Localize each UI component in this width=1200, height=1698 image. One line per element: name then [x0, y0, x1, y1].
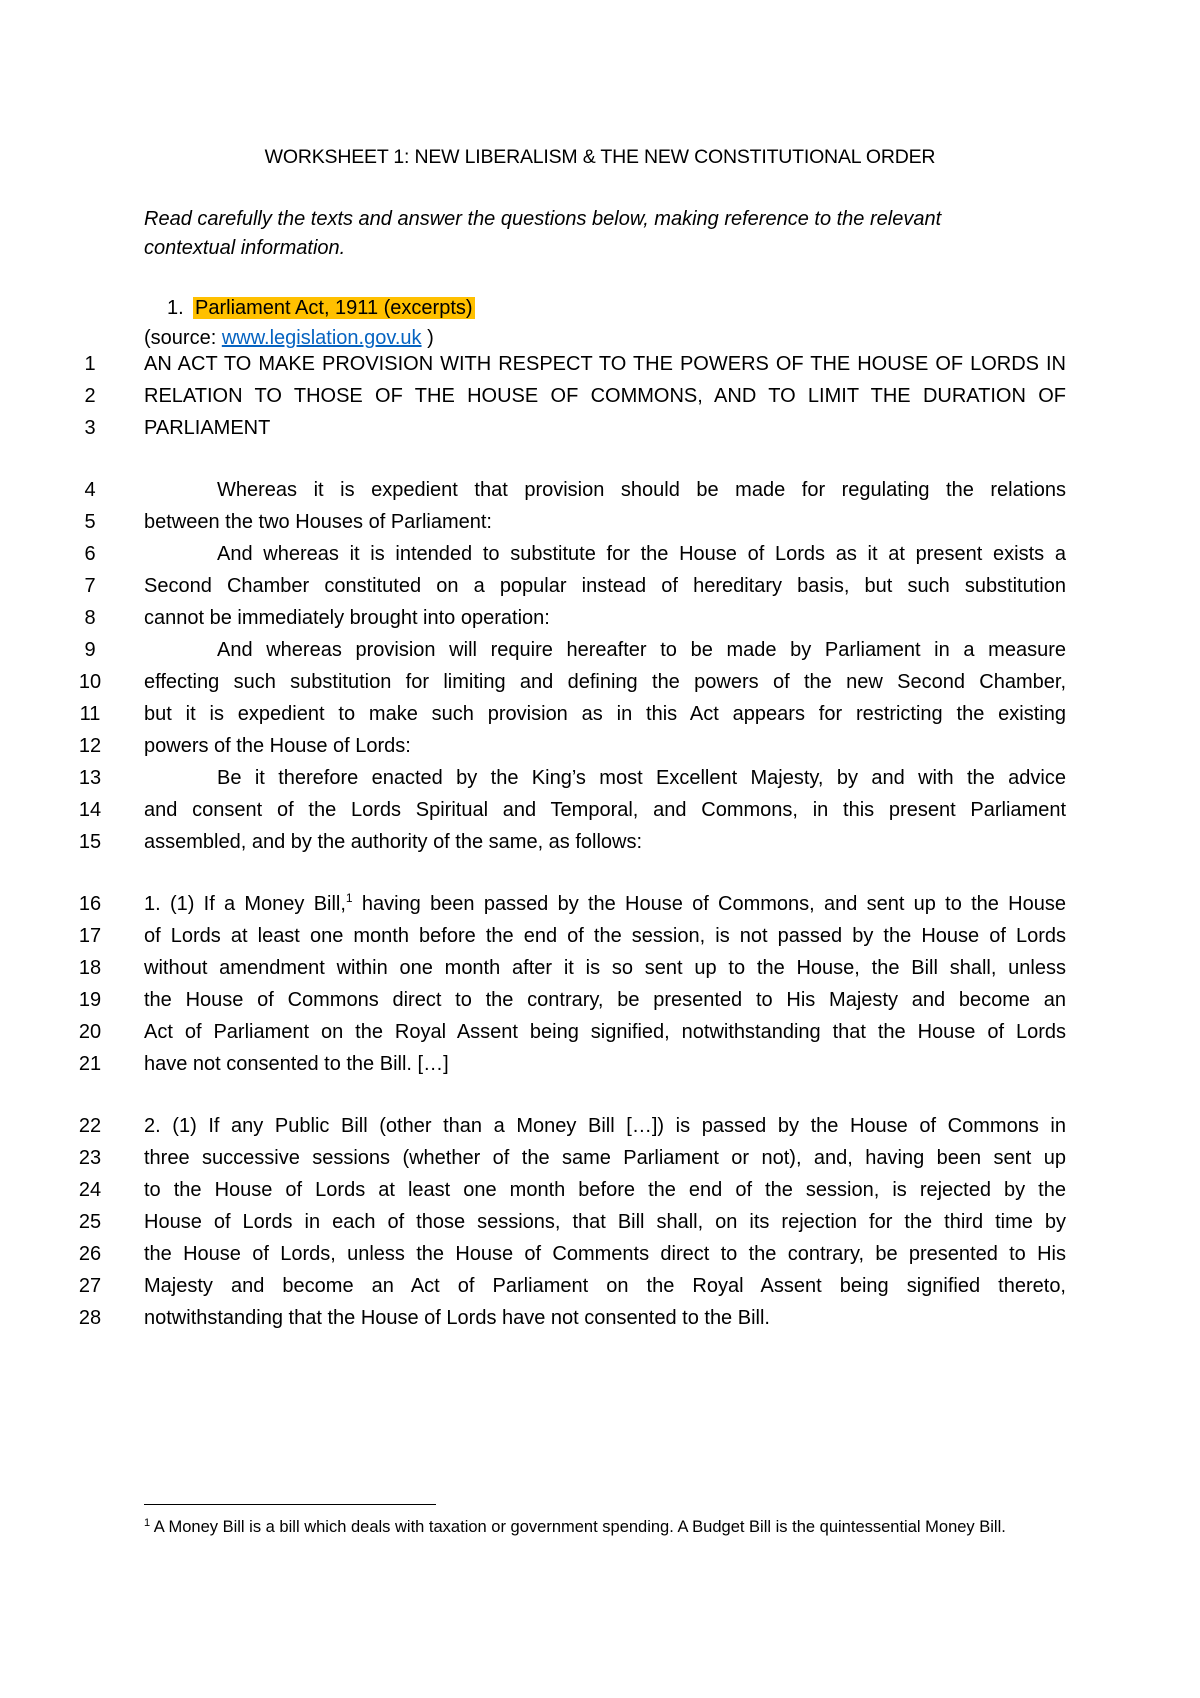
line-text: between the two Houses of Parliament: [144, 511, 492, 533]
line-number: 17 [78, 925, 102, 947]
text-line [0, 729, 1200, 763]
line-text: notwithstanding that the House of Lords have not consented to the Bill. [144, 1307, 770, 1329]
source-prefix: (source: [144, 327, 222, 349]
footnote-text: A Money Bill is a bill which deals with taxation or government spending. A Budget Bill is the quintessential Money Bill. [150, 1518, 1006, 1536]
line-number: 10 [78, 671, 102, 693]
line-text: powers of the House of Lords: [144, 735, 411, 757]
line-number: 4 [84, 479, 96, 501]
text-line [0, 569, 1200, 603]
text-line [0, 1301, 1200, 1335]
line-text: effecting such substitution for limiting and defining the powers of the new Second Chamber, [144, 671, 1066, 693]
line-text: 2. (1) If any Public Bill (other than a Money Bill […]) is passed by the House of Commons in [144, 1115, 1066, 1137]
line-number: 24 [78, 1179, 102, 1201]
source-suffix: ) [421, 327, 434, 349]
line-number: 19 [78, 989, 102, 1011]
line-text [144, 887, 1066, 921]
line-text-part: having been passed by the House of Commons, and sent up to the House [352, 893, 1066, 915]
instructions [144, 205, 1084, 263]
text-line [0, 951, 1200, 985]
text-line [0, 1047, 1200, 1081]
line-number: 20 [78, 1021, 102, 1043]
line-text: the House of Lords, unless the House of Comments direct to the contrary, be presented to His [144, 1243, 1066, 1265]
text-line [0, 1205, 1200, 1239]
line-text: of Lords at least one month before the end of the session, is not passed by the House of Lords [144, 925, 1066, 947]
line-text: Second Chamber constituted on a popular instead of hereditary basis, but such substitution [144, 575, 1066, 597]
line-number: 5 [84, 511, 96, 533]
footnote [144, 1515, 1066, 1540]
line-number: 2 [84, 385, 96, 407]
line-text: Act of Parliament on the Royal Assent being signified, notwithstanding that the House of Lords [144, 1021, 1066, 1043]
section-number: 1. [167, 297, 184, 319]
text-line [0, 1237, 1200, 1271]
line-text: Be it therefore enacted by the King’s most Excellent Majesty, by and with the advice [217, 767, 1066, 789]
text-line [0, 761, 1200, 795]
line-text: Majesty and become an Act of Parliament on the Royal Assent being signified thereto, [144, 1275, 1066, 1297]
line-number: 28 [78, 1307, 102, 1329]
line-text: And whereas it is intended to substitute for the House of Lords as it at present exists a [217, 543, 1066, 565]
source-link[interactable]: www.legislation.gov.uk [221, 327, 422, 349]
text-line [0, 793, 1200, 827]
line-text: three successive sessions (whether of the same Parliament or not), and, having been sent up [144, 1147, 1066, 1169]
line-number: 16 [78, 893, 102, 915]
line-text: RELATION TO THOSE OF THE HOUSE OF COMMONS, AND TO LIMIT THE DURATION OF [144, 385, 1066, 407]
line-number: 6 [84, 543, 96, 565]
line-text: the House of Commons direct to the contrary, be presented to His Majesty and become an [144, 989, 1066, 1011]
text-line [0, 697, 1200, 731]
line-number: 18 [78, 957, 102, 979]
text-line [0, 379, 1200, 413]
line-number: 13 [78, 767, 102, 789]
line-number: 12 [78, 735, 102, 757]
line-number: 27 [78, 1275, 102, 1297]
line-text: Whereas it is expedient that provision should be made for regulating the relations [217, 479, 1066, 501]
text-line [0, 537, 1200, 571]
line-text: House of Lords in each of those sessions, that Bill shall, on its rejection for the third time by [144, 1211, 1066, 1233]
text-line [0, 601, 1200, 635]
text-line [0, 887, 1200, 921]
line-number: 1 [84, 353, 96, 375]
line-number: 25 [78, 1211, 102, 1233]
text-line [0, 665, 1200, 699]
line-text: AN ACT TO MAKE PROVISION WITH RESPECT TO THE POWERS OF THE HOUSE OF LORDS IN [144, 353, 1066, 375]
text-line [0, 1015, 1200, 1049]
line-text: and consent of the Lords Spiritual and Temporal, and Commons, in this present Parliament [144, 799, 1066, 821]
line-number: 21 [78, 1053, 102, 1075]
line-number: 11 [79, 703, 101, 725]
line-number: 14 [78, 799, 102, 821]
line-text: to the House of Lords at least one month before the end of the session, is rejected by the [144, 1179, 1066, 1201]
text-line [0, 1109, 1200, 1143]
text-line [0, 919, 1200, 953]
text-line [0, 1269, 1200, 1303]
text-line [0, 1173, 1200, 1207]
line-text: without amendment within one month after it is so sent up to the House, the Bill shall, unless [144, 957, 1066, 979]
section-title: Parliament Act, 1911 (excerpts) [195, 297, 473, 319]
line-text: And whereas provision will require hereafter to be made by Parliament in a measure [217, 639, 1066, 661]
instructions-line-2: contextual information. [144, 237, 346, 259]
text-line [0, 633, 1200, 667]
text-line [0, 1141, 1200, 1175]
text-line [0, 411, 1200, 445]
text-line [0, 505, 1200, 539]
line-text: but it is expedient to make such provision as in this Act appears for restricting the existing [144, 703, 1066, 725]
footnote-marker: 1 [144, 1517, 151, 1529]
text-line [0, 825, 1200, 859]
line-text-part: 1. (1) If a Money Bill, [144, 893, 346, 915]
worksheet-title: WORKSHEET 1: NEW LIBERALISM & THE NEW CONSTITUTIONAL ORDER [264, 146, 936, 168]
footnote-separator [144, 1504, 436, 1505]
line-number: 26 [78, 1243, 102, 1265]
line-text: assembled, and by the authority of the same, as follows: [144, 831, 643, 853]
text-line [0, 347, 1200, 381]
instructions-line-1: Read carefully the texts and answer the questions below, making reference to the relevant [144, 208, 942, 230]
line-number: 23 [78, 1147, 102, 1169]
line-number: 9 [84, 639, 96, 661]
footnote-reference: 1 [345, 891, 353, 905]
line-text: PARLIAMENT [144, 417, 271, 439]
line-number: 15 [78, 831, 102, 853]
line-text: cannot be immediately brought into operation: [144, 607, 550, 629]
text-line [0, 983, 1200, 1017]
line-number: 7 [84, 575, 96, 597]
line-number: 22 [78, 1115, 102, 1137]
line-text: have not consented to the Bill. […] [144, 1053, 449, 1075]
section-heading [167, 294, 475, 323]
text-line [0, 473, 1200, 507]
line-number: 8 [84, 607, 96, 629]
line-number: 3 [84, 417, 96, 439]
